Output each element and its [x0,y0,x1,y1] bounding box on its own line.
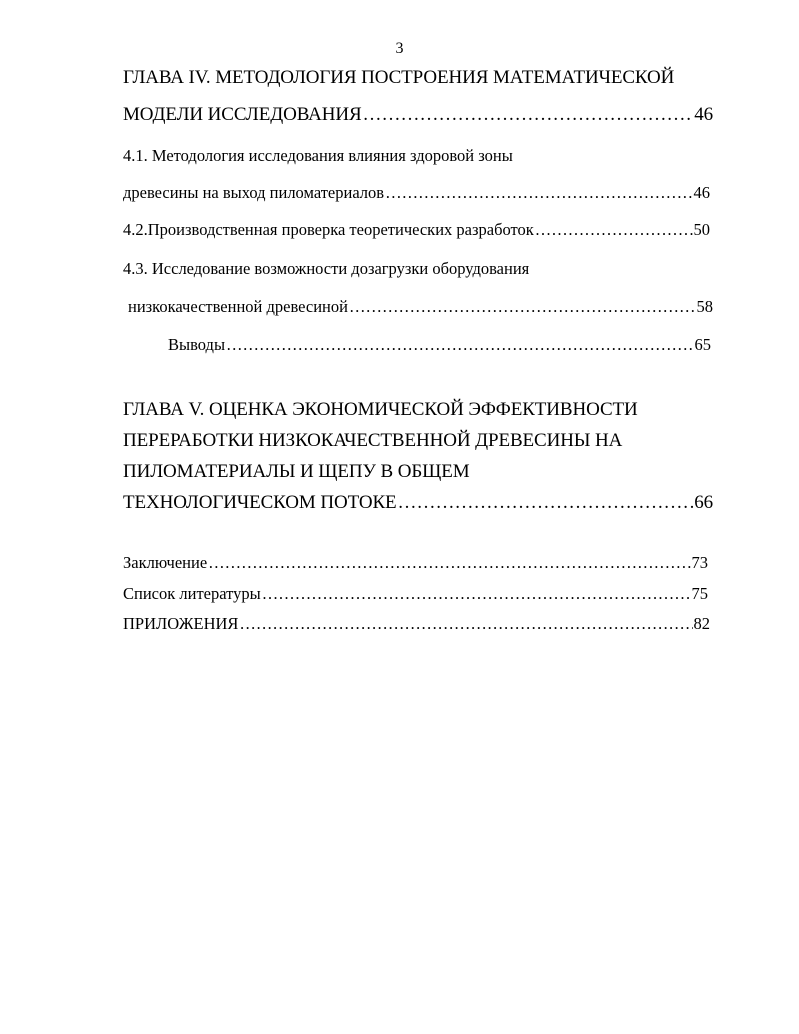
chapter5-title-line3: ПИЛОМАТЕРИАЛЫ И ЩЕПУ В ОБЩЕМ [123,461,470,482]
dot-leader [535,220,693,240]
back-matter-references[interactable] [123,584,708,604]
section-4-2-title: 4.2.Производственная проверка теоретических разработок [123,220,534,239]
dot-leader [349,297,696,317]
section-4-3-line1: 4.3. Исследование возможности дозагрузки оборудования [123,259,530,278]
back-matter-page: 73 [691,553,708,572]
section-4-1-page: 46 [693,183,710,202]
back-matter-appendices[interactable] [123,614,710,634]
chapter4-toc-entry[interactable] [123,104,713,126]
back-matter-label: Список литературы [123,584,261,603]
section-4-3-page: 58 [696,297,713,316]
section-4-3-line2: низкокачественной древесиной [128,297,348,316]
chapter5-page: 66 [694,492,713,513]
back-matter-page: 82 [693,614,710,633]
dot-leader [385,183,692,203]
chapter5-toc-entry[interactable] [123,492,713,514]
section-4-2-page: 50 [693,220,710,239]
section-4-3-toc-entry[interactable] [128,297,713,317]
back-matter-label: ПРИЛОЖЕНИЯ [123,614,239,633]
chapter5-title-line4: ТЕХНОЛОГИЧЕСКОМ ПОТОКЕ [123,492,397,513]
chapter5-title-line2: ПЕРЕРАБОТКИ НИЗКОКАЧЕСТВЕННОЙ ДРЕВЕСИНЫ НА [123,430,623,451]
conclusions-title: Выводы [168,335,226,354]
conclusions-page: 65 [694,335,711,354]
back-matter-conclusion[interactable] [123,553,708,573]
chapter4-title-line2: МОДЕЛИ ИССЛЕДОВАНИЯ [123,104,362,125]
chapter5-title-line1: ГЛАВА V. ОЦЕНКА ЭКОНОМИЧЕСКОЙ ЭФФЕКТИВНОСТИ [123,399,638,420]
back-matter-page: 75 [691,584,708,603]
section-4-1-line1: 4.1. Методология исследования влияния здоровой зоны [123,146,513,165]
chapter4-title-line1: ГЛАВА IV. МЕТОДОЛОГИЯ ПОСТРОЕНИЯ МАТЕМАТИЧЕСКОЙ [123,67,675,88]
section-4-1-toc-entry[interactable] [123,183,710,203]
dot-leader [262,584,691,604]
section-4-2-toc-entry[interactable] [123,220,710,240]
conclusions-toc-entry[interactable] [168,335,711,355]
chapter4-page: 46 [694,104,713,125]
dot-leader [226,335,693,355]
back-matter-label: Заключение [123,553,208,572]
dot-leader [208,553,690,573]
section-4-1-line2: древесины на выход пиломатериалов [123,183,385,202]
page-number: 3 [395,40,404,57]
dot-leader [398,492,694,514]
dot-leader [363,104,694,126]
dot-leader [239,614,692,634]
